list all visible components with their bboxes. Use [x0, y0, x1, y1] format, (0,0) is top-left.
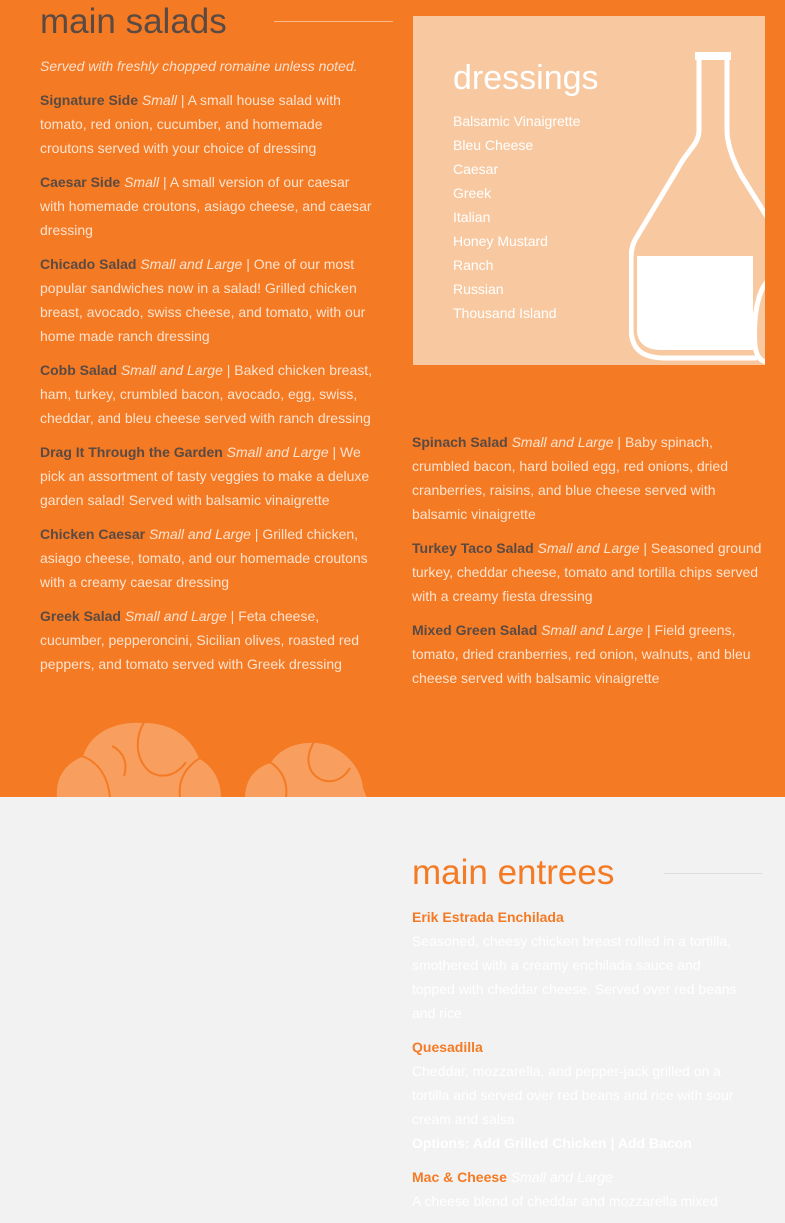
dressing-item: Bleu Cheese: [453, 137, 534, 153]
salads-left-column: [40, 88, 376, 686]
salads-subtitle: Served with freshly chopped romaine unless noted.: [40, 58, 358, 74]
menu-item: Turkey Taco Salad Small and Large | Seasoned ground turkey, cheddar cheese, tomato and tortilla chips served with a creamy fiesta dressing: [412, 540, 762, 604]
dressings-list: [453, 109, 580, 325]
menu-item: Erik Estrada Enchilada Seasoned, cheesy chicken breast rolled in a tortilla, smothered with a creamy enchilada sauce and topped with cheddar cheese. Served over red beans and rice: [412, 909, 737, 1021]
dressing-item: Italian: [453, 209, 491, 225]
menu-item: Signature Side Small | A small house salad with tomato, red onion, cucumber, and homemade croutons served with your choice of dressing: [40, 92, 341, 156]
menu-item: Spinach Salad Small and Large | Baby spinach, crumbled bacon, hard boiled egg, red onions, dried cranberries, raisins, and blue cheese served with balsamic vinaigrette: [412, 434, 728, 522]
dressing-item: Caesar: [453, 161, 499, 177]
menu-item: Chicado Salad Small and Large | One of our most popular sandwiches now in a salad! Grilled chicken breast, avocado, swiss cheese, and tomato, with our home made ranch dressing: [40, 256, 366, 344]
entree-options: Options: Add Grilled Chicken | Add Bacon: [412, 1135, 692, 1151]
dressing-item: Balsamic Vinaigrette: [453, 113, 581, 129]
title-divider: [274, 21, 393, 22]
dressing-item: Honey Mustard: [453, 233, 548, 249]
menu-item: Greek Salad Small and Large | Feta cheese, cucumber, pepperoncini, Sicilian olives, roasted red peppers, and tomato served with Greek dressing: [40, 608, 360, 672]
dressing-item: Greek: [453, 185, 492, 201]
salads-title: main salads: [40, 2, 227, 41]
menu-item: Mixed Green Salad Small and Large | Field greens, tomato, dried cranberries, red onion, walnuts, and bleu cheese served with balsamic vinaigrette: [412, 622, 751, 686]
cabbage-icon: [52, 718, 372, 797]
dressing-item: Thousand Island: [453, 305, 557, 321]
salads-right-column: [412, 430, 767, 700]
entrees-list: [412, 905, 742, 1223]
menu-item: Cobb Salad Small and Large | Baked chicken breast, ham, turkey, crumbled bacon, avocado, egg, swiss, cheddar, and bleu cheese served with ranch dressing: [40, 362, 373, 426]
menu-item: Chicken Caesar Small and Large | Grilled chicken, asiago cheese, tomato, and our homemade croutons with a creamy caesar dressing: [40, 526, 368, 590]
menu-item: Caesar Side Small | A small version of our caesar with homemade croutons, asiago cheese, and caesar dressing: [40, 174, 372, 238]
dressings-title: dressings: [453, 59, 599, 97]
bottle-icon: [629, 50, 765, 365]
dressing-item: Russian: [453, 281, 504, 297]
title-divider: [664, 873, 762, 874]
dressing-item: Ranch: [453, 257, 494, 273]
menu-item: Drag It Through the Garden Small and Large | We pick an assortment of tasty veggies to make a deluxe garden salad! Served with balsamic vinaigrette: [40, 444, 370, 508]
menu-item: Mac & Cheese Small and Large A cheese blend of cheddar and mozzarella mixed: [412, 1169, 718, 1209]
menu-item: Quesadilla Cheddar, mozzarella, and pepper-jack grilled on a tortilla and served over red beans and rice with sour cream and salsa Options: Add Grilled Chicken | Add Bacon: [412, 1035, 742, 1155]
dressings-panel: [413, 16, 765, 365]
entrees-title: main entrees: [412, 853, 615, 892]
